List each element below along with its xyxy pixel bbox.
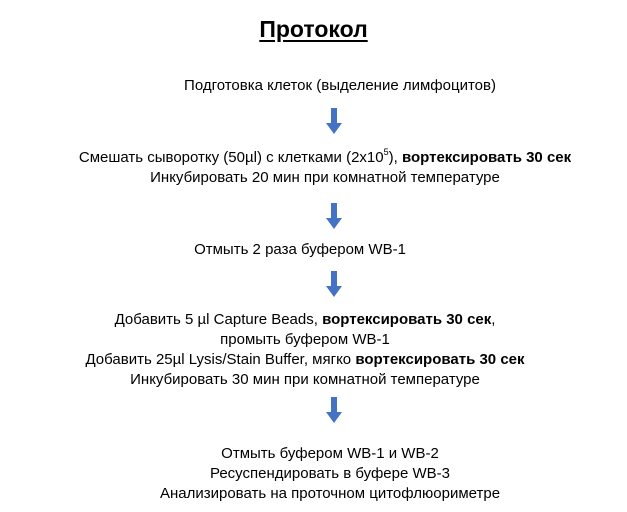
down-arrow-icon: [326, 108, 342, 134]
step-4-line-2: промыть буфером WB-1: [220, 331, 390, 348]
step-1-line-1: Подготовка клеток (выделение лимфоцитов): [184, 77, 496, 94]
step-2-line-1: Смешать сыворотку (50µl) с клетками $(2x10^5)$, вортексировать 30 сек: [78, 147, 572, 166]
step-4-line-3: Добавить 25µl Lysis/Stain Buffer, мягко вортексировать 30 сек: [85, 351, 525, 368]
step-1: [50, 76, 627, 96]
step-4-line-1: Добавить 5 µl Capture Beads, вортексировать 30 сек,: [114, 311, 496, 328]
down-arrow-icon: [326, 203, 342, 229]
protocol-title: Протокол: [259, 16, 368, 42]
step-3: [0, 240, 600, 260]
step-5-line-2: Ресуспендировать в буфере WB-3: [209, 465, 450, 482]
step-5: [0, 444, 627, 504]
down-arrow-icon: [326, 397, 342, 423]
step-4: [0, 310, 610, 390]
step-3-line-1: Отмыть 2 раза буфером WB-1: [194, 241, 406, 258]
step-5-line-1: Отмыть буфером WB-1 и WB-2: [221, 445, 439, 462]
step-5-line-3: Анализировать на проточном цитофлюориметре: [159, 485, 501, 502]
step-2: [0, 148, 627, 188]
down-arrow-icon: [326, 271, 342, 297]
step-4-line-4: Инкубировать 30 мин при комнатной температуре: [130, 371, 480, 388]
step-2-line-2: Инкубировать 20 мин при комнатной температуре: [150, 169, 500, 186]
